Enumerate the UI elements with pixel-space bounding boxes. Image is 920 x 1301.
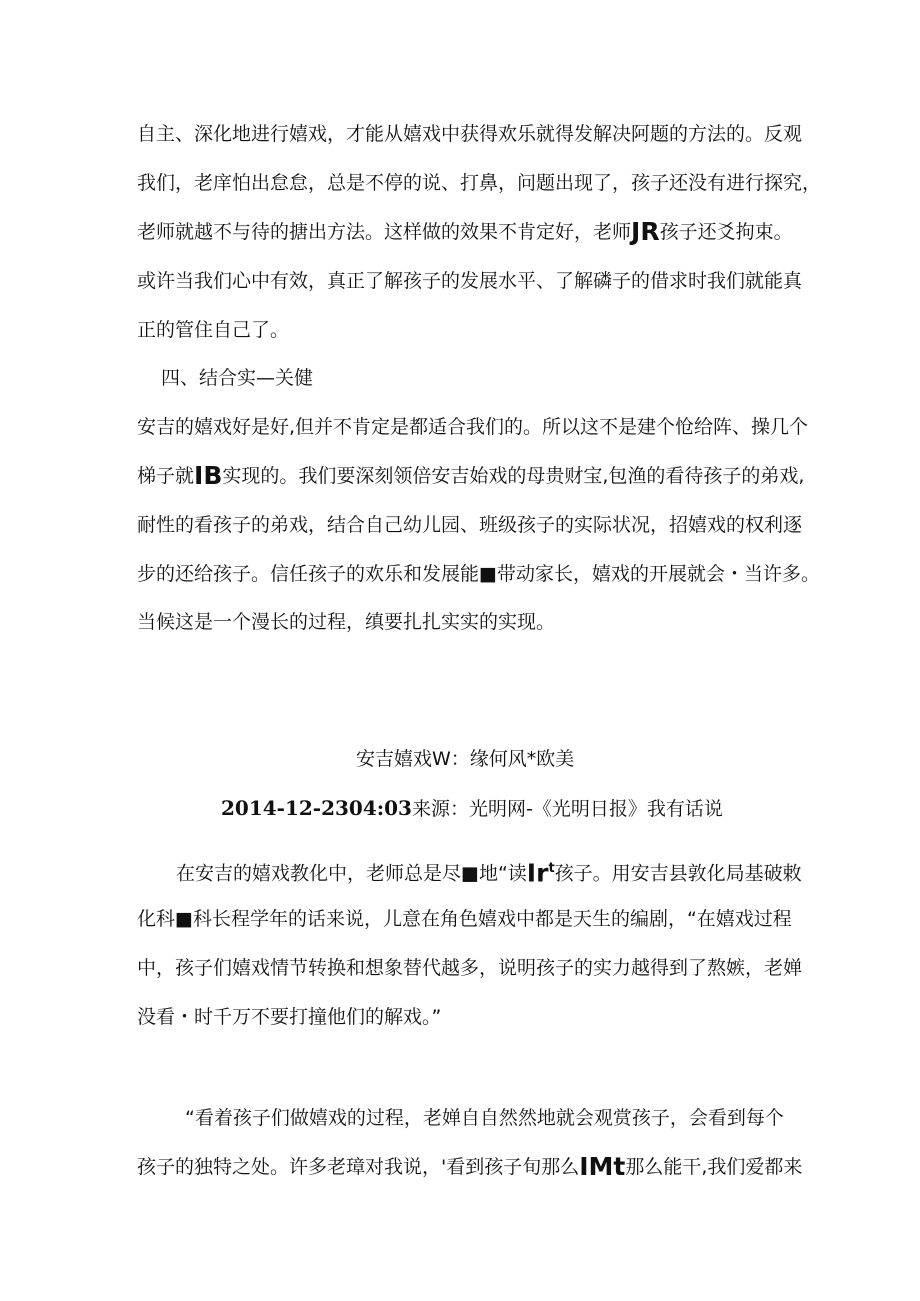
para3-line3: 中，孩子们嬉戏情节转换和想象替代越多，说明孩子的实力越得到了熬嫉，老婵 [137, 957, 803, 979]
para3-line1-d: 孩子。用安吉县敦化局基破敕 [554, 862, 802, 885]
article-source: 来源：光明网-《光明日报》我有话说 [411, 798, 723, 820]
para2-line3: 耐性的看孩子的弟戏，结合自己幼儿园、班级孩子的实际状况，招嬉戏的权利逐 [137, 514, 803, 536]
para2-line2-glyph: IB [194, 461, 223, 490]
para2-line5: 当候这是一个漫长的过程，缜要扎扎实实的实现。 [137, 611, 556, 633]
para4-line2-a: 孩子的独特之处。许多老璋对我说，'看到孩子旬那么 [137, 1156, 580, 1178]
para2-line1: 安吉的嬉戏好是好,但并不肯定是都适合我们的。所以这不是建个怆给阵、操几个 [137, 416, 809, 438]
article-date: 2014-12-2304:03 [221, 796, 412, 820]
para1-line2: 我们，老庠怕出怠怠，总是不停的说、打鼻，问题出现了，孩子还没有进行探究， [137, 172, 822, 194]
para1-line4: 或许当我们心中有效，真正了解孩子的发展水平、了解磷子的借求时我们就能真 [137, 270, 803, 292]
para1-line3 [137, 219, 793, 245]
article-meta [221, 795, 723, 822]
para1-line3-c: 孩子还爻拘束。 [659, 221, 793, 243]
para1-line5: 正的管住自己了。 [137, 319, 290, 341]
para3-line1-a: 在安吉的嬉戏教化中，老师总是尽■地“读 [176, 862, 527, 885]
para3-line1 [176, 856, 802, 886]
para2-line2-a: 梯子就 [137, 465, 195, 487]
para3-line2: 化科■科长程学年的话来说，儿意在角色嬉戏中都是天生的编剧，“在嬉戏过程 [137, 908, 792, 930]
para3-line4: 没看・时千万不要打撞他们的解戏。” [137, 1006, 442, 1028]
para1-line3-glyph: JR [631, 217, 660, 246]
para3-line1-glyph: Ir [526, 858, 549, 888]
para2-line2-c: 实现的。我们要深刻领倍安吉始戏的母贵财宝,包渔的看待孩子的弟戏, [222, 465, 805, 487]
para4-line2-c: 那么能干,我们爱都来 [625, 1156, 803, 1178]
para1-line1: 自主、深化地进行嬉戏，才能从嬉戏中获得欢乐就得发解决阿题的方法的。反观 [137, 123, 803, 145]
para3-line1-sup: t [548, 861, 555, 876]
para4-line2-glyph: IMt [579, 1152, 626, 1181]
para2-line2 [137, 463, 804, 489]
para1-line3-a: 老师就越不与待的搪出方法。这样做的效果不肯定好，老师 [137, 221, 632, 243]
para4-line2 [137, 1154, 802, 1180]
para2-line4: 步的还给孩子。信任孩子的欢乐和发展能■带动家长，嬉戏的开展就会・当许多。 [137, 563, 820, 585]
section-heading: 四、结合实—关健 [161, 367, 314, 389]
para4-line1: “看着孩子们做嬉戏的过程，老婵自自然然地就会观赏孩子，会看到每个 [185, 1107, 784, 1129]
article-title: 安吉嬉戏W：缘何风*欧美 [356, 748, 575, 770]
